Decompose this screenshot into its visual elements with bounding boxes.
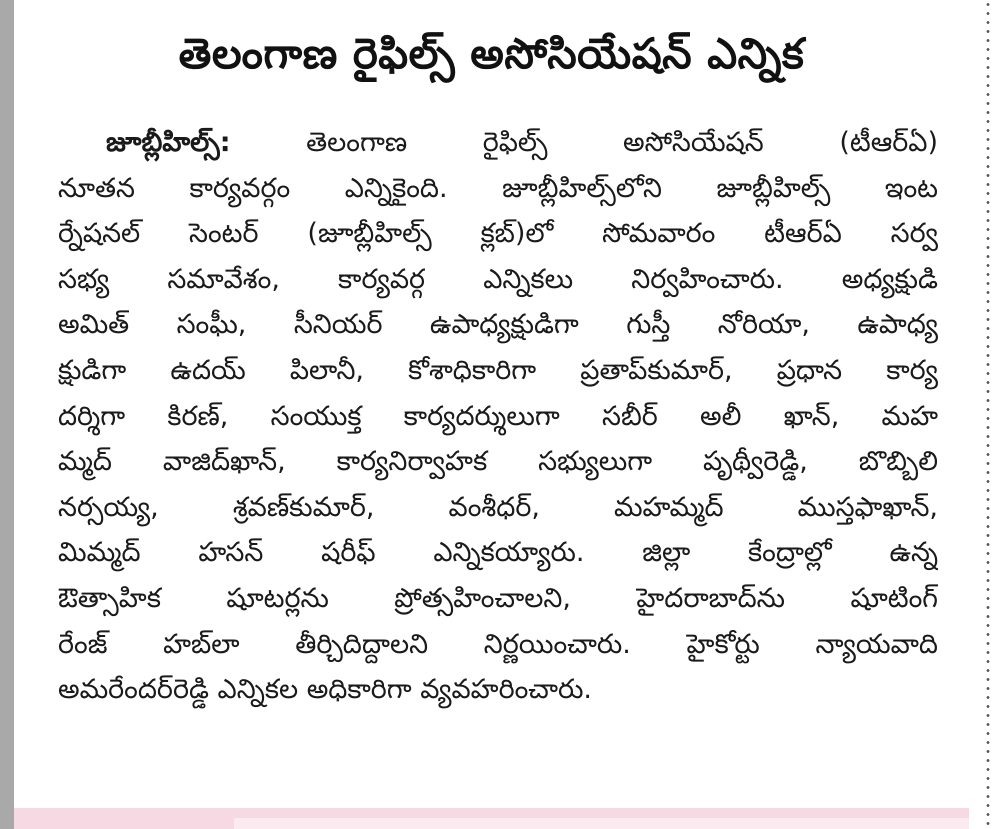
article-line-12: రేంజ్ హబ్‌లా తీర్చిదిద్దాలని నిర్ణయించారు. హైకోర్టు న్యాయవాది — [58, 628, 938, 660]
article-dateline: జూబ్లీహిల్స్: — [106, 127, 231, 158]
right-margin — [969, 0, 1001, 829]
article-line-3: ర్నేషనల్ సెంటర్ (జూబ్లీహిల్స్ క్లబ్)లో సోమవారం టీఆర్ఏ సర్వ — [58, 218, 938, 250]
article-line-13: అమరేందర్‌రెడ్డి ఎన్నికల అధికారిగా వ్యవహరించారు. — [58, 674, 592, 706]
article-line-8: మ్మద్ వాజిద్‌ఖాన్, కార్యనిర్వాహక సభ్యులుగా పృథ్వీరెడ్డి, బొబ్బిలి — [58, 446, 938, 478]
article-line-7: దర్శిగా కిరణ్, సంయుక్త కార్యదర్శులుగా సబీర్ అలీ ఖాన్, మహ — [58, 400, 938, 432]
article-body — [58, 120, 938, 713]
article-line-4: సభ్య సమావేశం, కార్యవర్గ ఎన్నికలు నిర్వహించారు. అధ్యక్షుడి — [58, 263, 938, 295]
article-line-10: మిమ్మద్ హసన్ షరీఫ్ ఎన్నికయ్యారు. జిల్లా కేంద్రాల్లో ఉన్న — [58, 537, 938, 569]
left-background-strip — [0, 0, 14, 829]
article-line-6: క్షుడిగా ఉదయ్ పిలానీ, కోశాధికారిగా ప్రతాప్‌కుమార్, ప్రధాన కార్య — [58, 354, 938, 386]
article-headline: తెలంగాణ రైఫిల్స్ అసోసియేషన్ ఎన్నిక — [178, 29, 805, 78]
column-dotted-separator — [985, 0, 991, 829]
next-article-edge-inner — [234, 818, 969, 829]
article-line-9: నర్సయ్య, శ్రవణ్‌కుమార్, వంశీధర్, మహమ్మద్ ముస్తఫాఖాన్, — [58, 491, 938, 523]
article-line-2: నూతన కార్యవర్గం ఎన్నికైంది. జూబ్లీహిల్స్‌లోని జూబ్లీహిల్స్ ఇంట — [58, 172, 938, 204]
article-line-1: జూబ్లీహిల్స్: తెలంగాణ రైఫిల్స్ అసోసియేషన్ (టీఆర్ఏ) — [106, 127, 938, 158]
article-line-5: అమిత్ సంఘీ, సీనియర్ ఉపాధ్యక్షుడిగా గుస్తీ నోరియా, ఉపాధ్య — [58, 309, 938, 341]
article-line-11: ఔత్సాహిక షూటర్లను ప్రోత్సహించాలని, హైదరాబాద్‌ను షూటింగ్ — [58, 582, 938, 614]
news-clipping — [14, 0, 969, 829]
